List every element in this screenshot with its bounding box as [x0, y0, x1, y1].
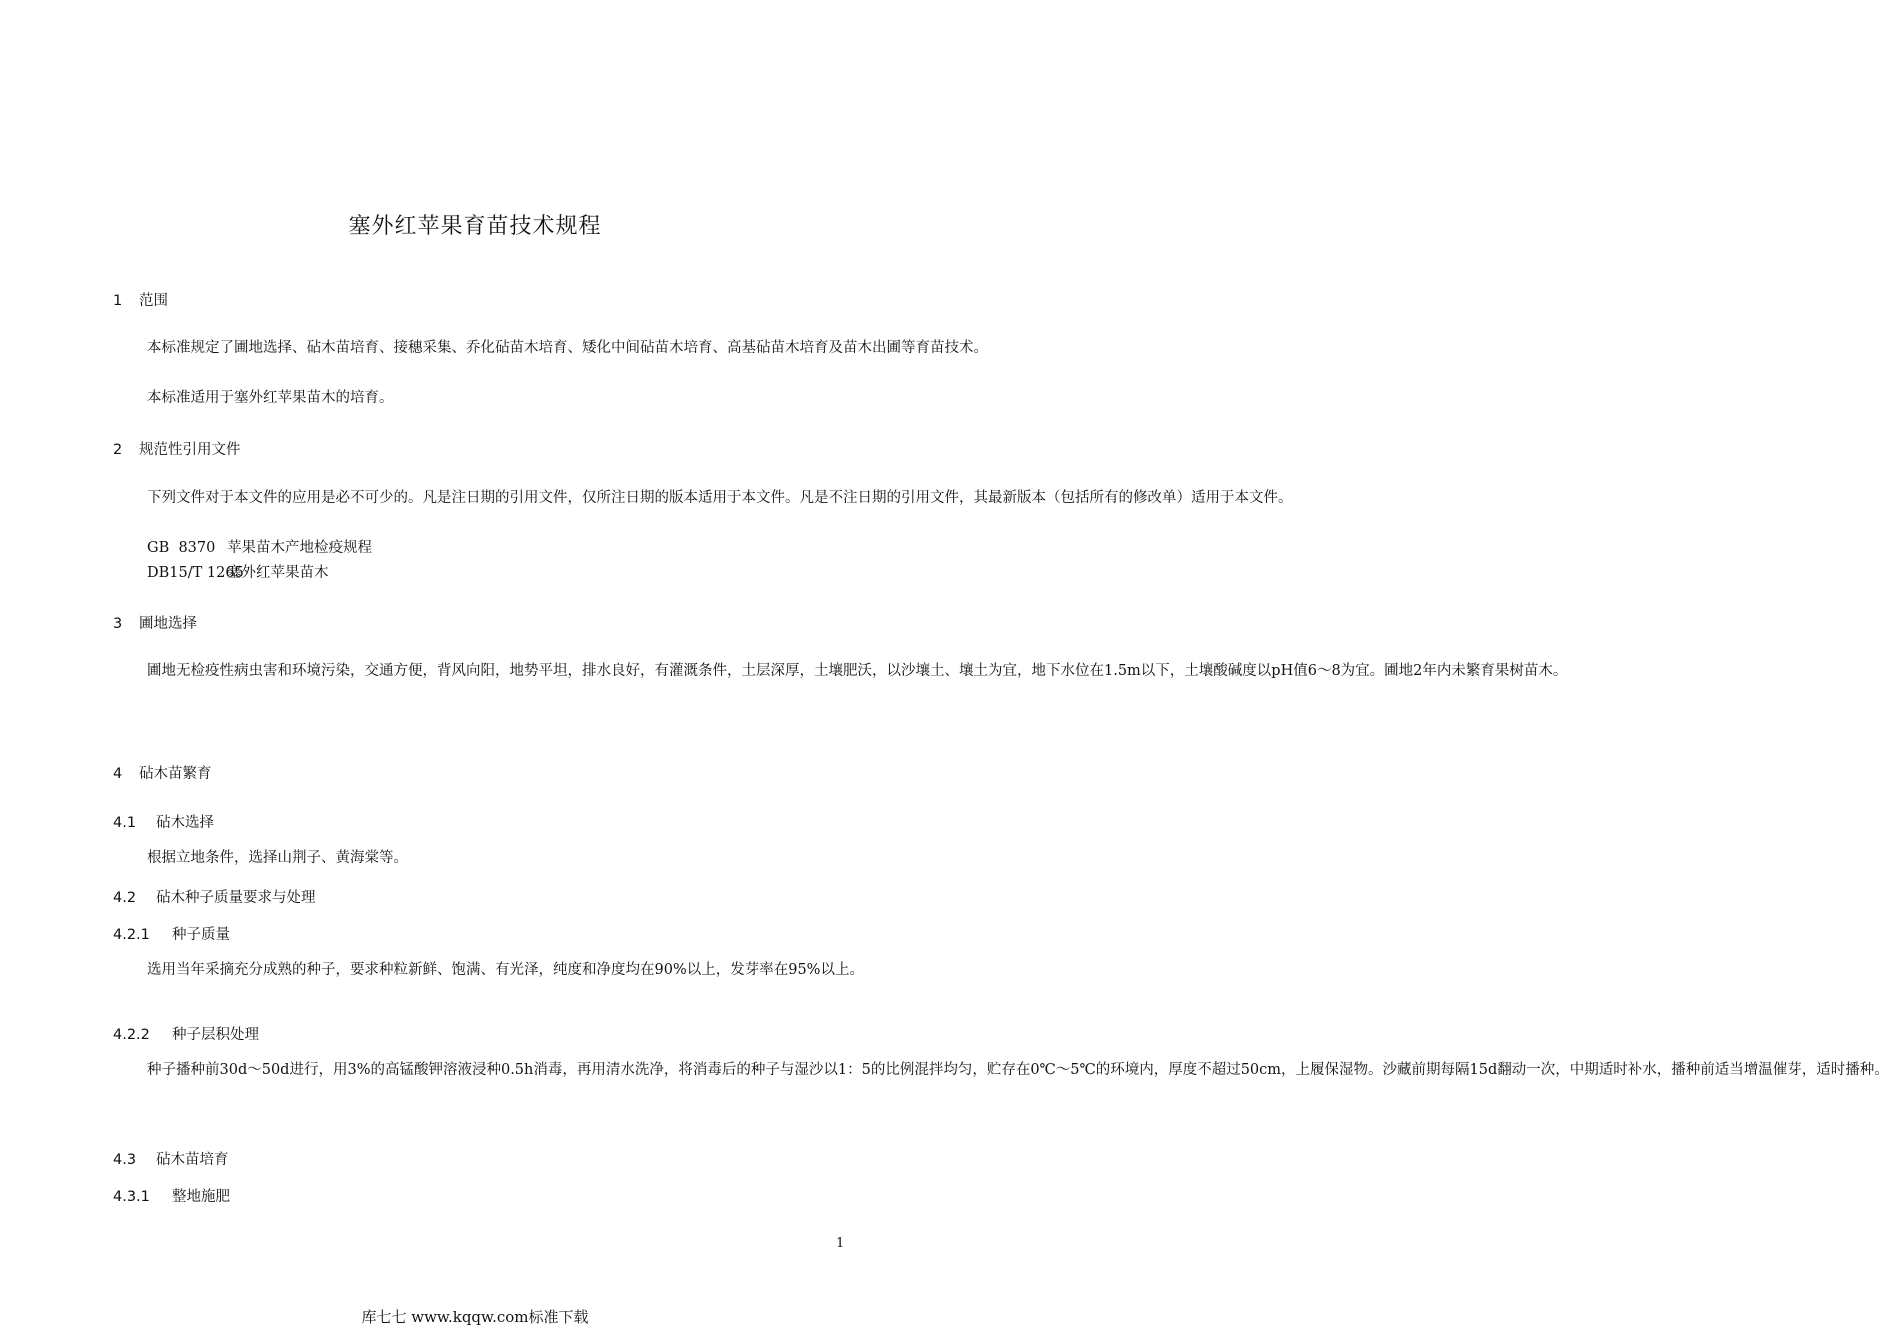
- page-number: 1: [836, 1236, 845, 1251]
- section-number: 4.2: [113, 890, 137, 906]
- section-title: 砧木苗培育: [156, 1152, 229, 1168]
- paragraph: 本标准规定了圃地选择、砧木苗培育、接穗采集、乔化砧苗木培育、矮化中间砧苗木培育、高基砧苗木培育及苗木出圃等育苗技术。: [147, 340, 988, 356]
- section-title: 范围: [139, 293, 168, 309]
- section-title: 种子质量: [172, 927, 230, 943]
- reference-code: GB 8370: [147, 540, 216, 556]
- reference-code: DB15/T 1265: [147, 565, 244, 581]
- section-heading-3: [113, 612, 197, 633]
- paragraph: 本标准适用于塞外红苹果苗木的培育。: [147, 390, 394, 406]
- section-title: 砧木选择: [156, 815, 214, 831]
- section-number: 2: [113, 442, 123, 458]
- section-title: 规范性引用文件: [139, 442, 241, 458]
- reference-name: 塞外红苹果苗木: [227, 565, 329, 581]
- paragraph: 下列文件对于本文件的应用是必不可少的。凡是注日期的引用文件，仅所注日期的版本适用于本文件。凡是不注日期的引用文件，其最新版本（包括所有的修改单）适用于本文件。: [147, 490, 1293, 506]
- subsection-heading-4-2-1: [113, 923, 230, 944]
- section-title: 砧木种子质量要求与处理: [156, 890, 316, 906]
- reference-item: [147, 561, 329, 582]
- reference-name: 苹果苗木产地检疫规程: [227, 540, 372, 556]
- section-heading-1: [113, 289, 168, 310]
- subsection-heading-4-3-1: [113, 1185, 230, 1206]
- section-title: 整地施肥: [172, 1189, 230, 1205]
- paragraph: 根据立地条件，选择山荆子、黄海棠等。: [147, 850, 408, 866]
- section-heading-2: [113, 438, 241, 459]
- paragraph: 圃地无检疫性病虫害和环境污染，交通方便，背风向阳，地势平坦，排水良好，有灌溉条件，土层深厚，土壤肥沃，以沙壤土、壤土为宜，地下水位在1.5m以下，土壤酸碱度以pH值6～8为宜。圃地2年内未繁育果树苗木。: [147, 663, 1568, 679]
- section-title: 种子层积处理: [172, 1027, 259, 1043]
- footer-watermark: 库七七 www.kqqw.com标准下载: [361, 1308, 589, 1326]
- paragraph: 选用当年采摘充分成熟的种子，要求种粒新鲜、饱满、有光泽，纯度和净度均在90%以上，发芽率在95%以上。: [147, 962, 864, 978]
- paragraph: 种子播种前30d～50d进行，用3%的高锰酸钾溶液浸种0.5h消毒，再用清水洗净，将消毒后的种子与湿沙以1：5的比例混拌均匀，贮存在0℃～5℃的环境内，厚度不超过50cm，上履保湿物。沙藏前期每隔15d翻动一次，中期适时补水，播种前适当增温催芽，适时播种。: [147, 1062, 1889, 1078]
- section-title: 砧木苗繁育: [139, 766, 212, 782]
- subsection-heading-4-3: [113, 1148, 229, 1169]
- section-number: 4.2.1: [113, 927, 150, 943]
- section-number: 4.3.1: [113, 1189, 150, 1205]
- section-heading-4: [113, 762, 212, 783]
- document-title: 塞外红苹果育苗技术规程: [348, 214, 602, 239]
- subsection-heading-4-2: [113, 886, 316, 907]
- section-number: 4.2.2: [113, 1027, 150, 1043]
- section-number: 3: [113, 616, 123, 632]
- reference-item: [147, 536, 372, 557]
- section-number: 4: [113, 766, 123, 782]
- section-title: 圃地选择: [139, 616, 197, 632]
- section-number: 1: [113, 293, 123, 309]
- section-number: 4.1: [113, 815, 137, 831]
- section-number: 4.3: [113, 1152, 137, 1168]
- subsection-heading-4-2-2: [113, 1023, 259, 1044]
- subsection-heading-4-1: [113, 811, 214, 832]
